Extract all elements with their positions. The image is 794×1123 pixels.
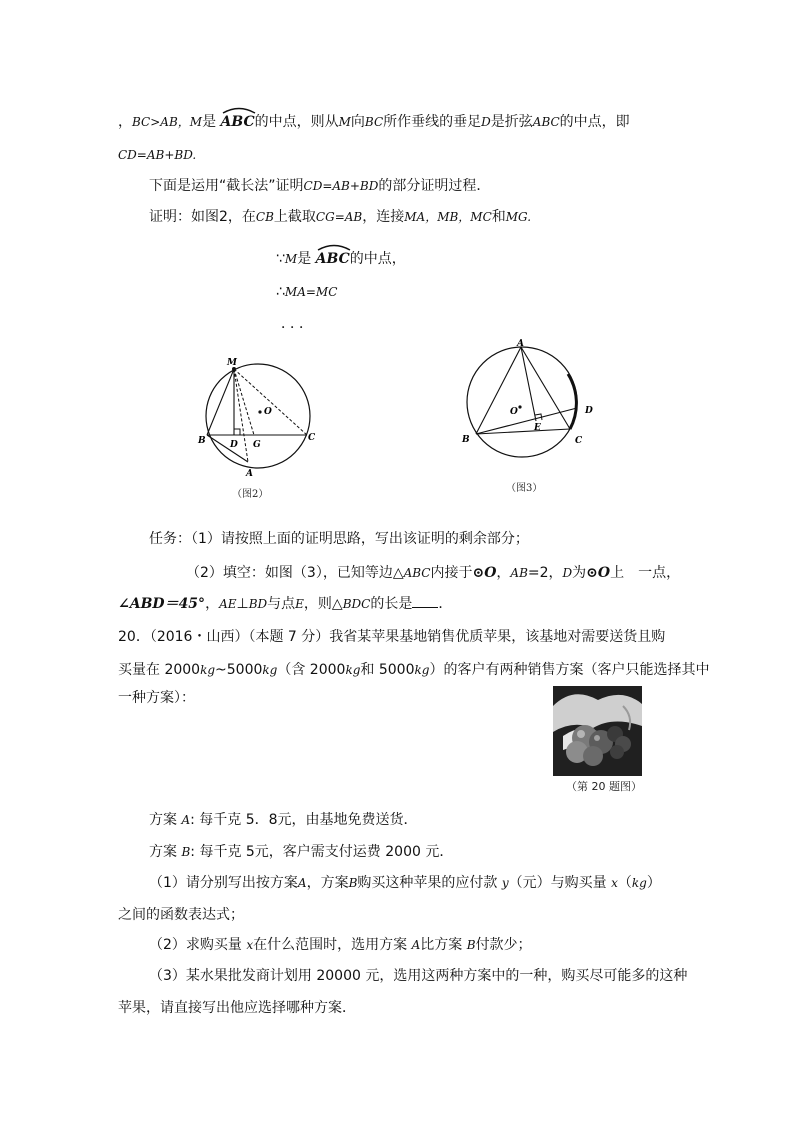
text-line-2: CD=AB+BD.: [118, 148, 197, 162]
text-line-5: ∵M是 ABC的中点，: [276, 245, 406, 269]
apple-image: [553, 686, 642, 776]
label-d: D: [230, 440, 238, 450]
task-2-cont: ∠ABD＝45°，AE⊥BD与点E，则△BDC的长是 ．: [118, 593, 452, 614]
arc-abc: ABC: [316, 245, 350, 269]
text-line-3: 下面是运用“截长法”证明CD=AB+BD的部分证明过程．: [149, 178, 491, 194]
plan-b: 方案 B: 每千克 5元，客户需支付运费 2000 元．: [149, 844, 454, 860]
text: ，: [118, 114, 132, 130]
circle-o: [467, 347, 577, 457]
answer-blank: [412, 593, 438, 608]
ellipsis: ．．．: [281, 316, 315, 332]
point-o: [518, 405, 521, 408]
sub-question-1: （1）请分别写出按方案A，方案B购买这种苹果的应付款 y（元）与购买量 x（kg）: [149, 875, 661, 891]
photo-caption: （第 20 题图）: [566, 780, 642, 793]
label-e: E: [534, 423, 541, 433]
label-b: B: [198, 436, 206, 446]
label-o: O: [264, 407, 272, 417]
text-line-6: ∴MA=MC: [276, 284, 338, 300]
text: 是: [202, 114, 217, 130]
label-o: O: [510, 407, 518, 417]
label-d: D: [585, 406, 593, 416]
label-a: A: [517, 339, 524, 349]
arc-dc: [568, 374, 576, 429]
triangle-lines: [476, 347, 577, 434]
label-g: G: [253, 440, 261, 450]
sub-question-2: （2）求购买量 x在什么范围时，选用方案 A比方案 B付款少；: [149, 937, 532, 953]
q20-line-3: 一种方案）：: [118, 690, 195, 706]
label-b: B: [462, 435, 470, 445]
task-1: 任务：（1）请按照上面的证明思路，写出该证明的剩余部分；: [149, 531, 529, 547]
apple-photo: [553, 686, 642, 776]
math-text: M: [189, 115, 203, 129]
label-c: C: [575, 436, 583, 446]
text: 的中点，则从: [254, 114, 339, 130]
arc-abc: ABC: [221, 108, 255, 132]
circle-o: [206, 364, 310, 468]
sub-question-1-cont: 之间的函数表达式；: [118, 907, 244, 923]
right-angle-mark: [234, 429, 240, 435]
figure-2-caption: （图2）: [232, 489, 269, 500]
figure-3-caption: （图3）: [506, 483, 543, 494]
figure-3: [454, 336, 604, 476]
point-o: [258, 410, 261, 413]
label-c: C: [308, 433, 316, 443]
figure-2: [192, 352, 332, 482]
label-a: A: [246, 469, 253, 479]
q20-line-2: 买量在 2000kg~5000kg（含 2000kg和 5000kg）的客户有两种销售方案（客户只能选择其中: [118, 662, 710, 678]
plan-a: 方案 A: 每千克 5．8元，由基地免费送货．: [149, 812, 418, 828]
math-text: BC>AB，: [132, 115, 190, 129]
arc-symbol-icon: [221, 106, 257, 114]
label-m: M: [227, 358, 237, 368]
sub-question-3: （3）某水果批发商计划用 20000 元，选用这两种方案中的一种，购买尽可能多的这种: [149, 968, 688, 984]
task-2: （2）填空：如图（3），已知等边△ABC内接于⊙O，AB=2，D为⊙O上 一点，: [186, 565, 681, 581]
arc-symbol-icon: [316, 243, 352, 251]
q20-line-1: 20．（2016・山西）（本题 7 分）我省某苹果基地销售优质苹果，该基地对需要送货且购: [118, 629, 666, 645]
text-line-4: 证明：如图2，在CB上截取CG=AB，连接MA，MB，MC和MG.: [149, 209, 532, 225]
sub-question-3-cont: 苹果，请直接写出他应选择哪种方案．: [118, 1000, 356, 1016]
text-line-1: ，BC>AB，M是 ABC的中点，则从M向BC所作垂线的垂足D是折弦ABC的中点，即: [118, 108, 630, 132]
